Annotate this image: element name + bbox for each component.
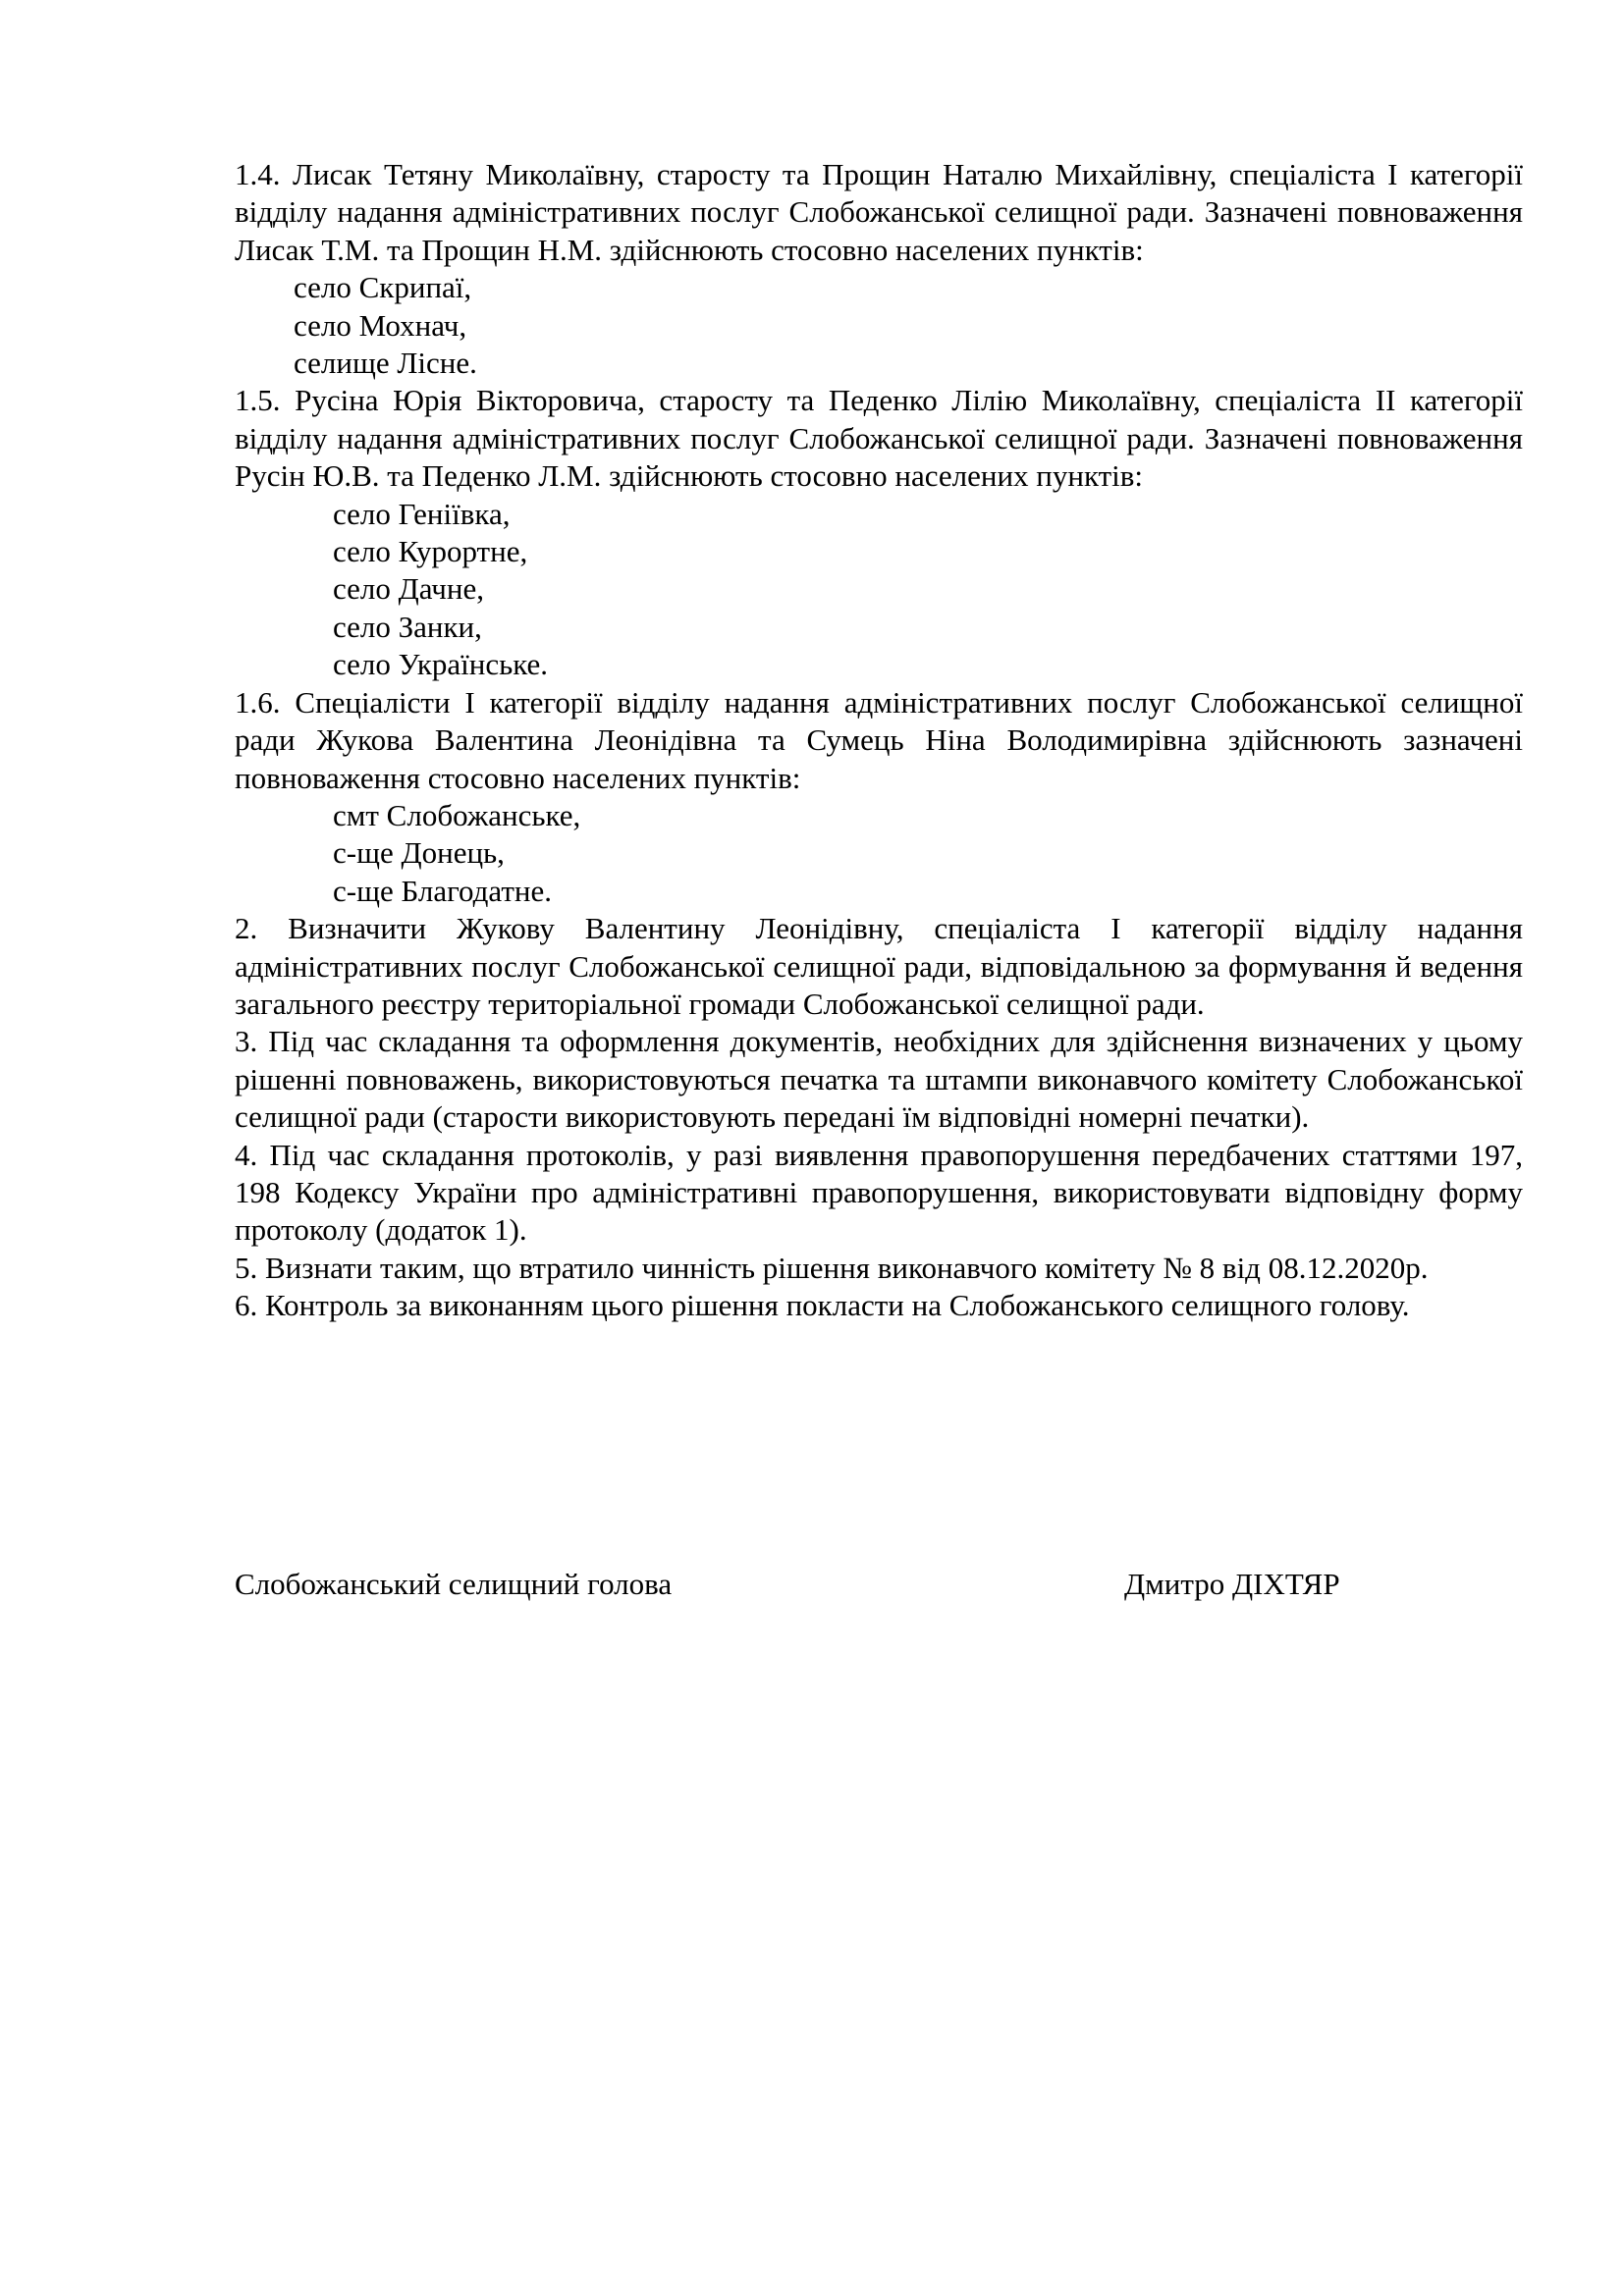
point-6: 6. Контроль за виконанням цього рішення покласти на Слобожанського селищного голову. [235,1288,1410,1323]
point-2: 2. Визначити Жукову Валентину Леонідівну, спеціаліста І категорії відділу надання адміністративних послуг Слобожанської селищної ради, відповідальною за формування й ведення загального реєстру територіальної громади Слобожанської селищної ради. [235,911,1523,1021]
section-text: 1.6. Спеціалісти І категорії відділу надання адміністративних послуг Слобожанської селищної ради Жукова Валентина Леонідівна та Сумець Ніна Володимирівна здійснюють зазначені повноваження стосовно населених пунктів: [235,684,1523,795]
settlement-item: с-ще Благодатне. [333,873,553,908]
settlement-item: с-ще Донець, [333,835,505,871]
settlement-item: село Занки, [333,609,482,644]
settlement-item: смт Слобожанське, [333,797,581,832]
section-text: 1.4. Лисак Тетяну Миколаївну, старосту та Прощин Наталю Михайлівну, спеціаліста І категорії відділу надання адміністративних послуг Слобожанської селищної ради. Зазначені повноваження Лисак Т.М. та Прощин Н.М. здійснюють стосовно населених пунктів: [235,157,1523,267]
section-text: 1.5. Русіна Юрія Вікторовича, старосту та Педенко Лілію Миколаївну, спеціаліста ІІ категорії відділу надання адміністративних послуг Слобожанської селищної ради. Зазначені повноваження Русін Ю.В. та Педенко Л.М. здійснюють стосовно населених пунктів: [235,383,1523,494]
point-3: 3. Під час складання та оформлення документів, необхідних для здійснення визначених у цьому рішенні повноважень, використовуються печатка та штампи виконавчого комітету Слобожанської селищної ради (старости використовують передані їм відповідні номерні печатки). [235,1024,1523,1135]
settlement-item: село Геніївка, [333,496,511,531]
point-5: 5. Визнати таким, що втратило чинність рішення виконавчого комітету № 8 від 08.12.2020р. [235,1250,1429,1285]
section-1-4 [235,156,1523,382]
settlement-item: селище Лісне. [294,346,477,381]
signature-name: Дмитро ДІХТЯР [1124,1567,1340,1601]
settlement-item: село Курортне, [333,534,528,569]
signature-title: Слобожанський селищний голова [235,1567,673,1601]
signature-block [235,1566,1523,1605]
point-4: 4. Під час складання протоколів, у разі виявлення правопорушення передбачених статтями 197, 198 Кодексу України про адміністративні правопорушення, використовувати відповідну форму протоколу (додаток 1). [235,1137,1523,1248]
settlement-item: село Українське. [333,647,549,682]
settlement-item: село Мохнач, [294,307,467,343]
document-body [235,156,1523,1325]
settlement-item: село Скрипаї, [294,270,472,305]
settlement-item: село Дачне, [333,571,484,607]
section-1-6 [235,684,1523,910]
section-1-5 [235,382,1523,683]
